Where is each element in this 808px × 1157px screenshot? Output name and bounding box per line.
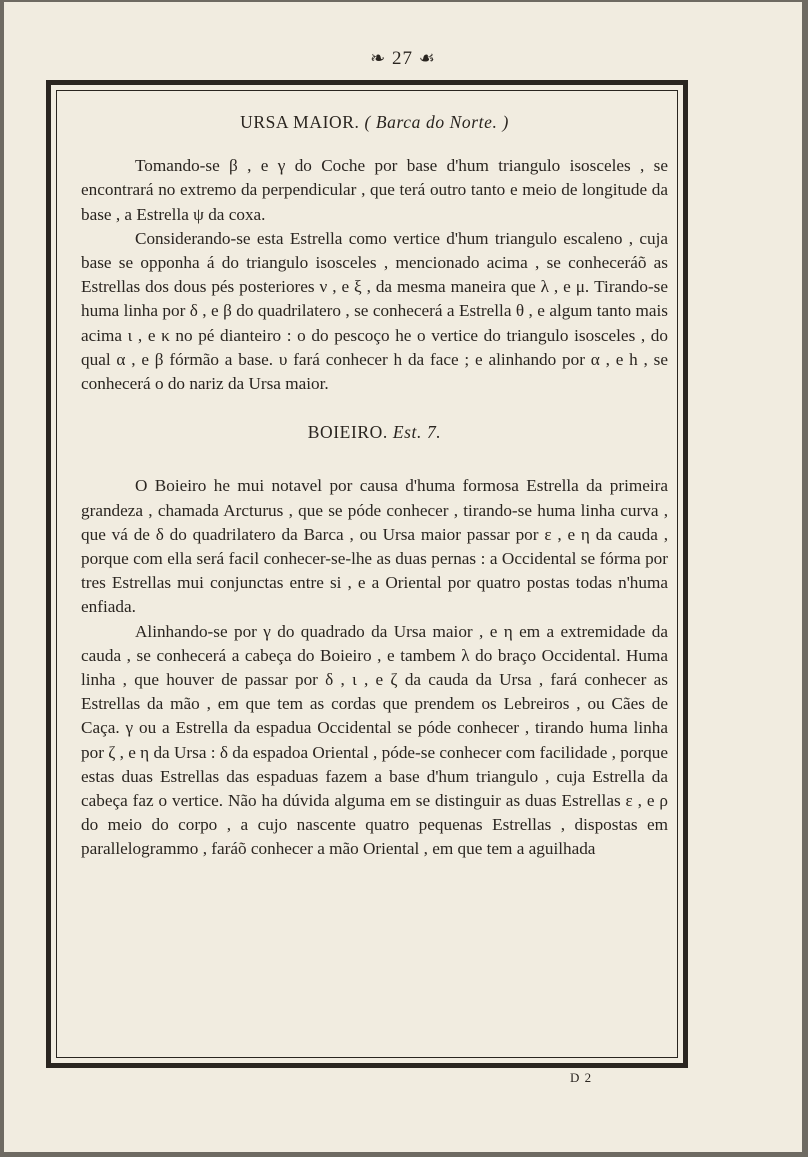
signature-mark: D 2 (570, 1070, 593, 1085)
page-header (4, 48, 802, 70)
page-content (81, 110, 668, 862)
section2-title: BOIEIRO. (307, 422, 388, 443)
paragraph: O Boieiro he mui notavel por causa d'huma formosa Estrella da primeira grandeza , chamada Arcturus , que se póde conhecer , tirando-se huma linha curva , que vá de δ do quadrilatero da Barca , ou Ursa maior passar por ε , e η da cauda , porque com ella será facil conhecer-se-lhe as duas pernas : a Occidental se fórma por tres Estrellas mui conjunctas entre si , e a Oriental por quatro postas todas n'huma enfiada. (81, 476, 668, 617)
paragraph: Alinhando-se por γ do quadrado da Ursa maior , e η em a extremidade da cauda , se conhecerá a cabeça do Boieiro , e tambem λ do braço Occidental. Huma linha , que houver de passar por δ , ι , e ζ da cauda da Ursa , fará conhecer as Estrellas da mão , em que tem as cordas que prendem os Lebreiros , ou Cães de Caça. γ ou a Estrella da espadua Occidental se póde conhecer , tirando huma linha por ζ , e η da Ursa : δ da espadoa Oriental , póde-se conhecer com facilidade , porque estas duas Estrellas das espaduas fazem a base d'hum triangulo , cuja Estrella da cabeça faz o vertice. Não ha dúvida alguma em se distinguir as duas Estrellas ε , e ρ do meio do corpo , a cujo nascente quatro pequenas Estrellas , dispostas em parallelogrammo , faráõ conhecer a mão Oriental , em que tem a aguilhada (81, 621, 668, 859)
section-title-boieiro (81, 420, 668, 444)
paragraph: Considerando-se esta Estrella como vertice d'hum triangulo escaleno , cuja base se opponha á do triangulo isosceles , mencionado acima , se conheceráõ as Estrellas dos dous pés posteriores ν , e ξ , da mesma maneira que λ , e μ. Tirando-se huma linha por δ , e β do quadrilatero , se conhecerá a Estrella θ , e algum tanto mais acima ι , e κ no pé dianteiro : ο do pescoço he o vertice do triangulo isosceles , do qual α , e β fórmão a base. υ fará conhecer h da face ; e alinhando por α , e h , se conhecerá ο do nariz da Ursa maior. (81, 228, 668, 394)
section1-title: URSA MAIOR. (240, 112, 360, 132)
page-number: 27 (391, 48, 413, 69)
paragraph: Tomando-se β , e γ do Coche por base d'hum triangulo isosceles , se encontrará no extremo da perpendicular , que terá outro tanto e meio de longitude da base , a Estrella ψ da coxa. (81, 156, 668, 224)
section-title-ursa-maior (81, 110, 668, 134)
section1-subtitle: ( Barca do Norte. ) (364, 112, 509, 132)
ornament-right-icon: ☙ (418, 48, 436, 68)
section2-ref: Est. 7. (392, 422, 442, 443)
ornament-left-icon: ❧ (370, 48, 387, 68)
book-page (4, 2, 802, 1152)
